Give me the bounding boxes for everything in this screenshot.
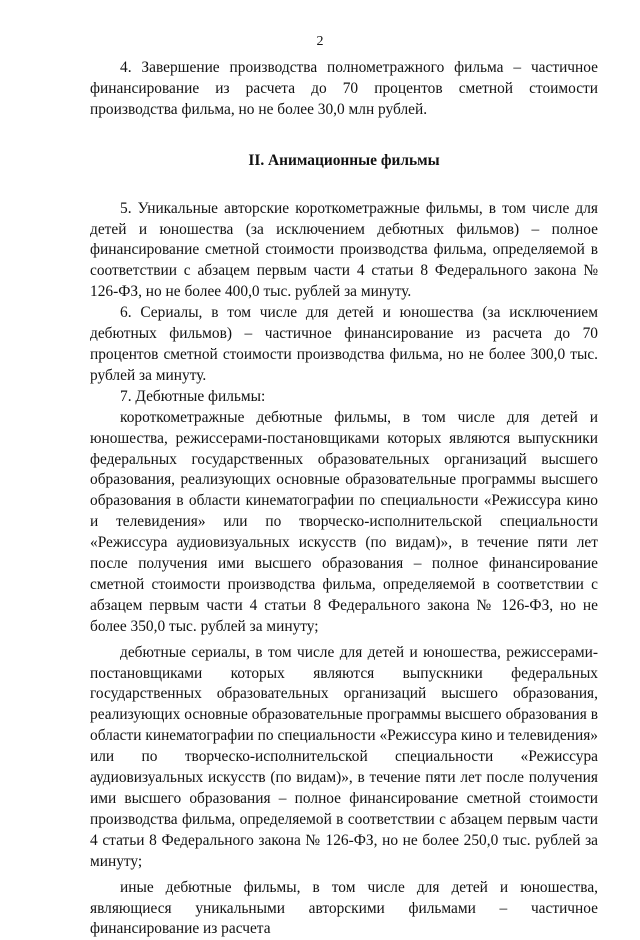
document-body <box>90 58 598 940</box>
paragraph-4: 4. Завершение производства полнометражного фильма – частичное финансирование из расчета до 70 процентов сметной стоимости производства фильма, но не более 30,0 млн рублей. <box>90 59 598 118</box>
paragraph-7-serials: дебютные сериалы, в том числе для детей и юношества, режиссерами-постановщиками которых являются выпускники федеральных государственных образовательных организаций высшего образования, реализующих основные образовательные программы высшего образования в области кинематографии по специальности «Режиссура кино и телевидения» или по творческо-исполнительской специальности «Режиссура аудиовизуальных искусств (по видам)», в течение пяти лет после получения ими высшего образования – полное финансирование сметной стоимости производства фильма, определяемой в соответствии с абзацем первым части 4 статьи 8 Федерального закона № 126-ФЗ, но не более 250,0 тыс. рублей за минуту; <box>90 643 598 870</box>
paragraph-7-other-films: иные дебютные фильмы, в том числе для детей и юношества, являющиеся уникальными авторскими фильмами – частичное финансирование из расчета <box>90 878 598 938</box>
paragraph-7-short-films: короткометражные дебютные фильмы, в том числе для детей и юношества, режиссерами-постановщиками которых являются выпускники федеральных государственных образовательных организаций высшего образования, реализующих основные образовательные программы высшего образования в области кинематографии по специальности «Режиссура кино и телевидения» или по творческо-исполнительской специальности «Режиссура аудиовизуальных искусств (по видам)», в течение пяти лет после получения ими высшего образования – полное финансирование сметной стоимости производства фильма, определяемой в соответствии с абзацем первым части 4 статьи 8 Федерального закона № 126-ФЗ, но не более 350,0 тыс. рублей за минуту; <box>90 408 598 635</box>
section-heading: II. Анимационные фильмы <box>248 151 440 169</box>
paragraph-6: 6. Сериалы, в том числе для детей и юношества (за исключением дебютных фильмов) – частичное финансирование из расчета до 70 процентов сметной стоимости производства фильма, но не более 300,0 тыс. рублей за минуту. <box>90 304 598 384</box>
paragraph-7: 7. Дебютные фильмы: <box>120 387 266 405</box>
page-number: 2 <box>316 34 324 49</box>
paragraph-5: 5. Уникальные авторские короткометражные фильмы, в том числе для детей и юношества (за исключением дебютных фильмов) – полное финансирование сметной стоимости производства фильма, определяемой в соответствии с абзацем первым части 4 статьи 8 Федерального закона № 126-ФЗ, но не более 400,0 тыс. рублей за минуту. <box>90 199 598 301</box>
